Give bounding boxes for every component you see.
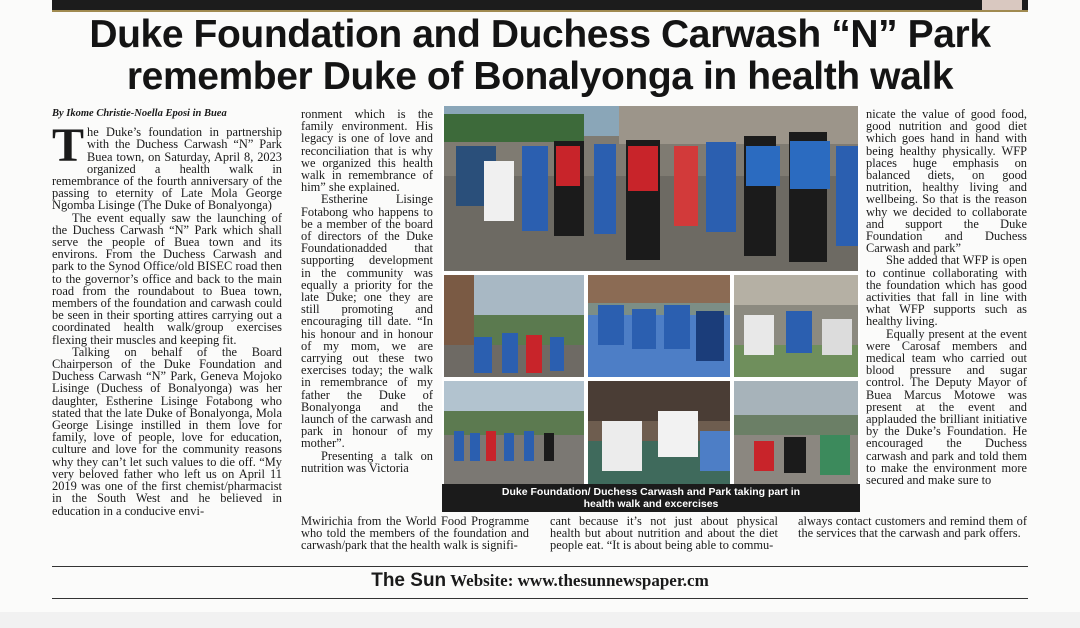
headline-line-2: remember Duke of Bonalyonga in health walk	[126, 55, 954, 98]
masthead-strip	[52, 0, 1028, 12]
masthead-gold-line	[52, 10, 1028, 12]
footer-website: Website: www.thesunnewspaper.cm	[450, 571, 709, 590]
article-column-1	[52, 108, 282, 517]
photo-street-walk	[444, 275, 584, 377]
page-footer	[52, 570, 1028, 592]
continuation-text-col2: Mwirichia from the World Food Programme who told the members of the foundation and carwash/park that the health walk is signifi-	[301, 514, 529, 553]
photo-roadside-walk	[444, 381, 584, 485]
paragraph: Estherine Lisinge Fotabong who happens to be a member of the board of directors of the Duke Foundationadded that supporting development in the community was equally a priority for the late Duke; one they are still promoting and encouraging till date. “In his honour and in honour of my mom, we are carrying out these two exercises today; the walk in remembrance of my father the Duke of Bonalyonga and the launch of the carwash and park in honour of my mother”.	[301, 192, 433, 451]
paragraph: ronment which is the family environment. His legacy is one of love and reconciliation that is why we organized this health walk in remembrance of him” she explained.	[301, 107, 433, 195]
footer-divider	[52, 566, 1028, 567]
lead-paragraph	[52, 119, 282, 213]
paragraph: Talking on behalf of the Board Chairperson of the Duke Foundation and Duchess Carwash “N” Park, Geneva Mojoko Lisinge (Duchess of Bonalyonga) was her daughter, Estherine Lisinge Fotabong who stated that the late Duke of Bonalyonga, Mola George Lisinge instilled in them love for family, love of people, love for education, culture and love for the community reasons why they can’t let such values to die off. “My very beloved father who left us on April 11 2019 was one of the first chemist/pharmacist in the South West and he believed in education in a conducive envi-	[52, 344, 282, 518]
continuation-text-col4: always contact customers and remind them of the services that the carwash and park offers.	[798, 514, 1027, 541]
byline: By Ikome Christie-Noella Eposi in Buea	[52, 108, 227, 119]
paragraph: She added that WFP is open to continue collaborating with the foundation which has good activities that fall in line with what WFP supports such as healthy living.	[866, 253, 1027, 329]
photo-screening-table	[588, 381, 730, 485]
photo-collage	[442, 106, 860, 485]
article-headline	[52, 14, 1028, 98]
paragraph: Equally present at the event were Carosaf members and medical team who carried out blood pressure and sugar control. The Deputy Mayor of Buea Marcus Motowe was present at the event and applauded the brilliant initiative by the Duke’s Foundation. He encouraged the Duchess carwash and park and told them to make the environment more secured and make sure to	[866, 326, 1027, 488]
photo-seated-group	[588, 275, 730, 377]
photo-medical-checks	[734, 275, 858, 377]
article-column-2	[301, 108, 433, 474]
caption-line-1: Duke Foundation/ Duchess Carwash and Park taking part in	[501, 486, 801, 498]
caption-line-2: health walk and excercises	[583, 498, 719, 510]
lead-text: he Duke’s foundation in partnership with the Duchess Carwash “N” Park Buea town, on Saturday, April 8, 2023 organized a health walk in remembrance of the fourth anniversary of the passing to eternity of Late Mola George Ngomba Lisinge (The Duke of Bonalyonga)	[52, 125, 282, 213]
footer-brand: The Sun	[371, 570, 447, 591]
drop-cap: T	[52, 119, 85, 173]
headline-line-1: Duke Foundation and Duchess Carwash “N” Park	[89, 13, 991, 56]
continuation-text-col3: cant because it’s not just about physical health but about nutrition and about the diet people eat. “It is about being able to commu-	[550, 514, 778, 553]
paragraph: The event equally saw the launching of the Duchess Carwash “N” Park which shall serve the people of Buea town and its environs. From the Duchess Carwash and park to the Synod Office/old BISEC road then to the governor’s office and back to the main road from the roundabout to Buea town, members of the foundation and carwash could be seen in their sporting attires carrying out a coordinated health walk/group exercises flexing their muscles and keeping fit.	[52, 210, 282, 347]
photo-group-exercise	[444, 106, 858, 271]
bottom-divider	[52, 598, 1028, 599]
paragraph: nicate the value of good food, good nutrition and good diet which goes hand in hand with being healthy physically. WFP places huge emphasis on balanced diets, on good nutrition, healthy living and wellbeing. So that is the reason why we decided to collaborate and support the Duke Foundation and Duchess Carwash and park”	[866, 107, 1027, 256]
article-column-4	[866, 108, 1027, 486]
photo-carwash-park	[734, 381, 858, 485]
photo-caption	[442, 484, 860, 512]
paragraph: Presenting a talk on nutrition was Victoria	[301, 448, 433, 475]
